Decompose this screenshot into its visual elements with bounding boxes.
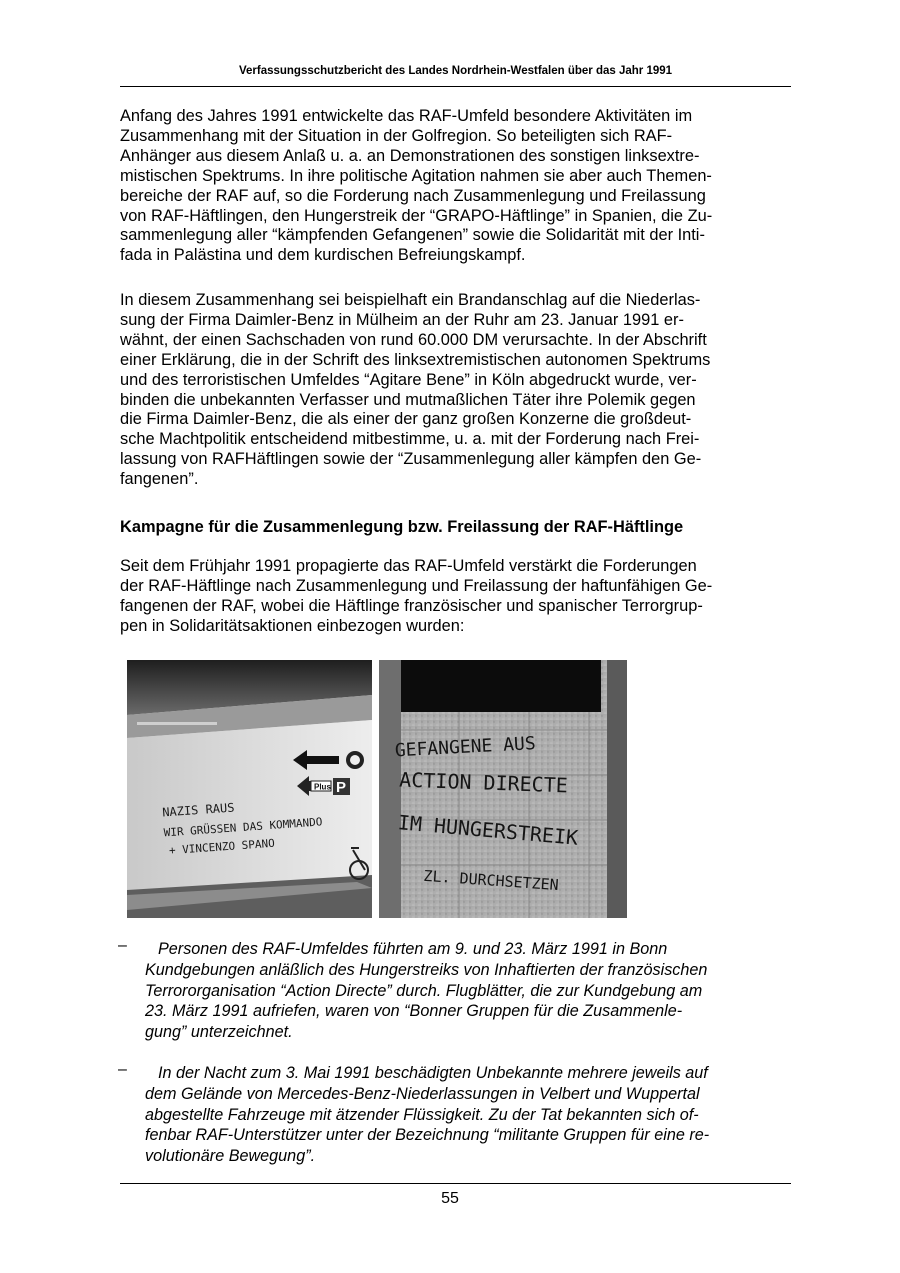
graffiti-line: IM HUNGERSTREIK [396,810,579,850]
text-line: Anfang des Jahres 1991 entwickelte das RAF-Umfeld besondere Aktivitäten im [120,107,693,125]
text-line: pen in Solidaritätsaktionen einbezogen wurden: [120,616,465,635]
text-line: Seit dem Frühjahr 1991 propagierte das RAF-Umfeld verstärkt die Forderungen [120,557,697,575]
text-line: wähnt, der einen Sachschaden von rund 60.000 DM verursachte. In der Abschrift [120,330,707,349]
text-line: binden die unbekannten Verfasser und mutmaßlichen Täter ihre Polemik gegen [120,390,696,409]
text-line: In diesem Zusammenhang sei beispielhaft ein Brandanschlag auf die Niederlas- [120,291,701,309]
bullet-marker: – [118,937,127,954]
paragraph-golf-region [120,107,780,266]
graffiti-line: GEFANGENE AUS [394,733,537,762]
section-heading: Kampagne für die Zusammenlegung bzw. Freilassung der RAF-Häftlinge [120,518,684,536]
text-line: lassung von RAFHäftlingen sowie der “Zusammenlegung aller kämpfen den Ge- [120,450,702,469]
graffiti-line: ACTION DIRECTE [398,767,569,798]
text-line: gung” unterzeichnet. [145,1023,293,1042]
page-number: 55 [441,1190,459,1207]
photo-graffiti-wall [379,660,627,918]
text-line: volutionäre Bewegung”. [145,1147,316,1166]
text-line: fangenen”. [120,470,199,489]
graffiti-line: + VINCENZO SPANO [168,836,276,858]
text-line: Anhänger aus diesem Anlaß u. a. an Demonstrationen des sonstigen linksextre- [120,146,700,165]
text-line: In der Nacht zum 3. Mai 1991 beschädigten Unbekannte mehrere jeweils auf [158,1064,708,1082]
paragraph-daimler-benz [120,291,780,490]
text-line: fada in Palästina und dem kurdischen Befreiungskampf. [120,246,526,265]
text-line: fangenen der RAF, wobei die Häftlinge französischer und spanischer Terrorgrup- [120,596,703,615]
header-rule [120,86,791,87]
running-header: Verfassungsschutzbericht des Landes Nordrhein-Westfalen über das Jahr 1991 [238,65,673,77]
text-line: die Firma Daimler-Benz, die als einer der ganz großen Konzerne die großdeut- [120,410,692,429]
text-line: Personen des RAF-Umfeldes führten am 9. und 23. März 1991 in Bonn [158,940,668,958]
plus-sign-label: Plus [314,782,331,792]
text-line: Terrororganisation “Action Directe” durch. Flugblätter, die zur Kundgebung am [145,981,703,1000]
parking-sign-letter: P [336,779,347,796]
text-line: der RAF-Häftlinge nach Zusammenlegung und Freilassung der haftunfähigen Ge- [120,576,713,595]
bullet-marker: – [118,1061,127,1078]
text-line: sung der Firma Daimler-Benz in Mülheim an der Ruhr am 23. Januar 1991 er- [120,310,684,329]
text-line: sammenlegung aller “kämpfenden Gefangenen” sowie die Solidarität mit der Inti- [120,226,705,245]
text-line: abgestellte Fahrzeuge mit ätzender Flüssigkeit. Zu der Tat bekannten sich of- [145,1105,699,1124]
text-line: bereiche der RAF auf, so die Forderung nach Zusammenlegung und Freilassung [120,186,706,205]
text-line: und des terroristischen Umfeldes “Agitare Bene” in Köln abgedruckt wurde, ver- [120,370,697,389]
text-line: Kundgebungen anläßlich des Hungerstreiks von Inhaftierten der französischen [145,960,708,979]
graffiti-line: ZL. DURCHSETZEN [422,866,560,895]
text-line: 23. März 1991 aufriefen, waren von “Bonner Gruppen für die Zusammenle- [145,1002,683,1021]
text-line: sche Machtpolitik entscheidend mitbestimme, u. a. mit der Forderung nach Frei- [120,430,700,449]
bullet-item-velbert [145,1063,795,1167]
paragraph-campaign [120,557,780,637]
text-line: von RAF-Häftlingen, den Hungerstreik der “GRAPO-Häftlinge” in Spanien, die Zu- [120,206,713,225]
footer-rule [120,1183,791,1184]
graffiti-line: WIR GRÜSSEN DAS KOMMANDO [163,815,323,840]
bullet-item-bonn [145,939,795,1043]
text-line: dem Gelände von Mercedes-Benz-Niederlassungen in Velbert und Wuppertal [145,1084,700,1103]
photo-graffiti-underpass [127,660,372,918]
graffiti-line: NAZIS RAUS [161,800,235,820]
text-line: Zusammenhang mit der Situation in der Golfregion. So beteiligten sich RAF- [120,126,673,145]
text-line: mistischen Spektrums. In ihre politische Agitation nahmen sie aber auch Themen- [120,166,712,185]
text-line: einer Erklärung, die in der Schrift des linksextremistischen autonomen Spektrums [120,350,711,369]
text-line: fenbar RAF-Unterstützer unter der Bezeichnung “militante Gruppen für eine re- [145,1126,710,1145]
